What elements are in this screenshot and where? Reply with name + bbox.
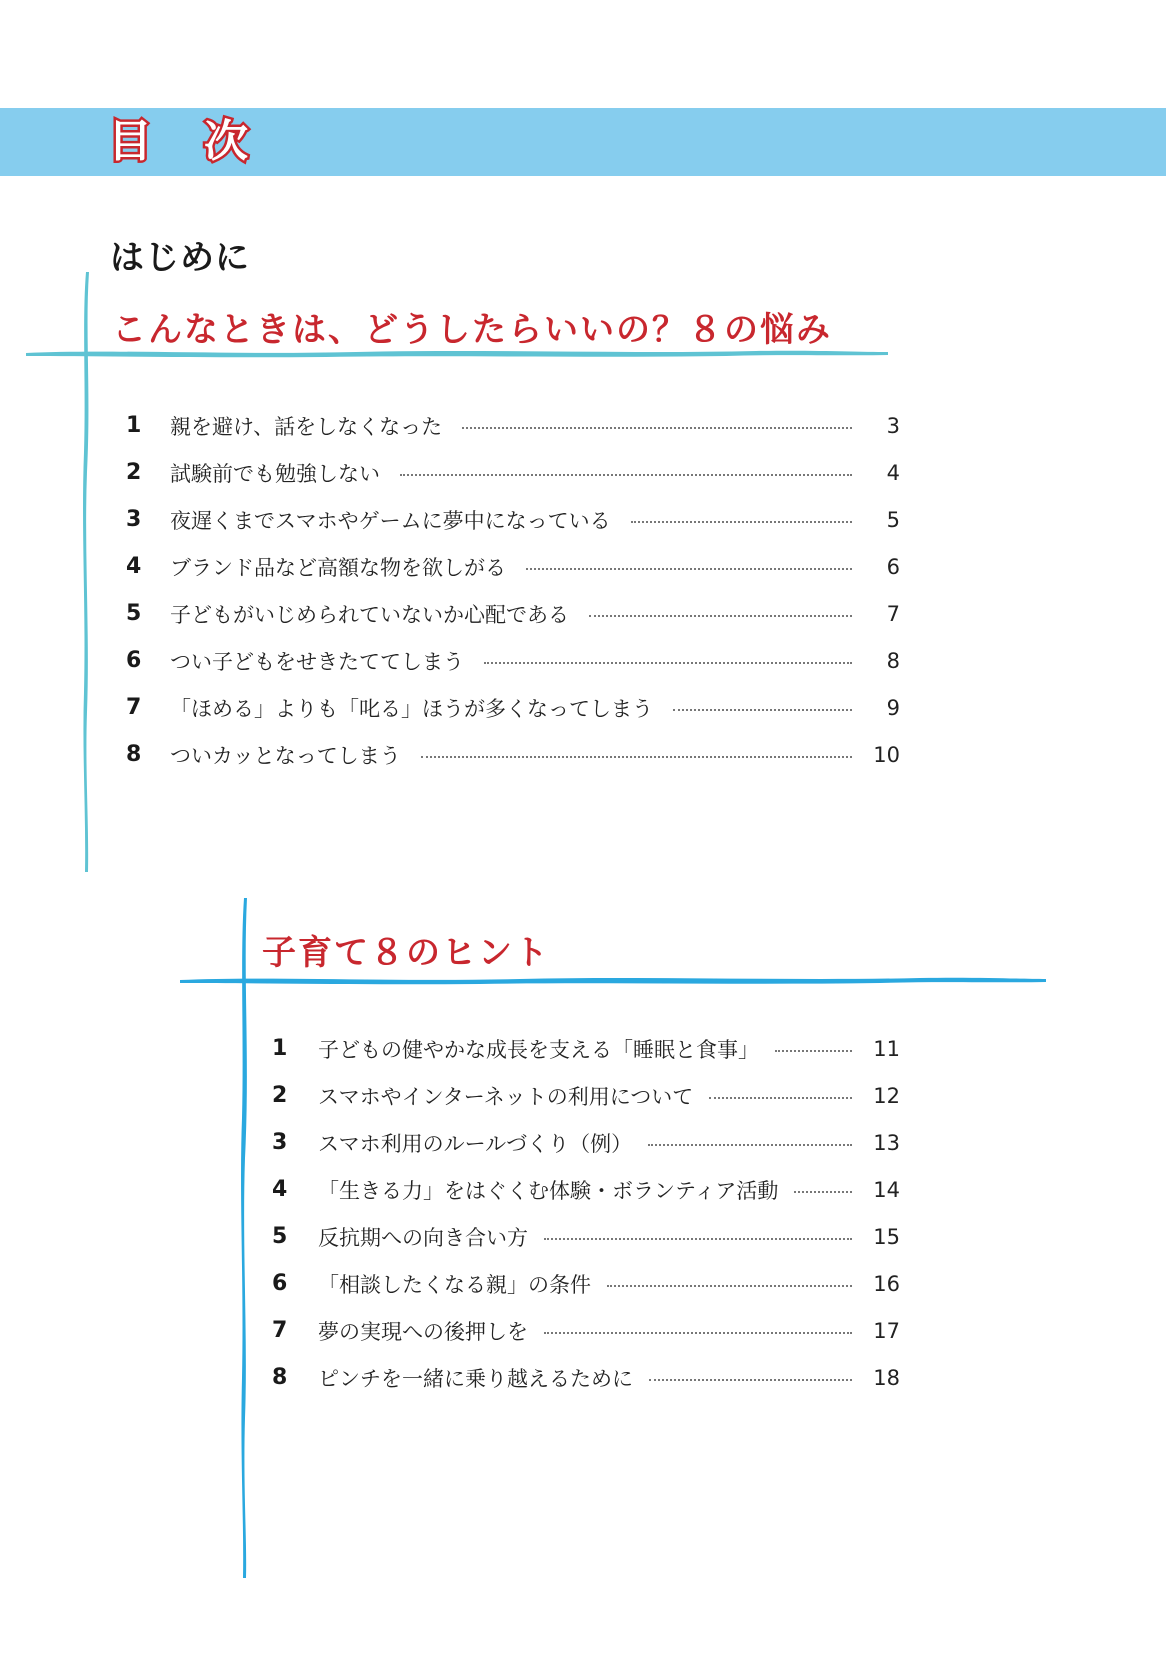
section2-horizontal-brush — [180, 973, 1046, 987]
page-title-char-2: 次 — [204, 116, 248, 167]
dotted-leader — [631, 521, 852, 523]
toc-number: 8 — [272, 1365, 288, 1390]
dotted-leader — [526, 568, 852, 570]
dotted-leader — [649, 1379, 852, 1381]
section1-toc — [126, 402, 900, 778]
toc-page-number: 13 — [873, 1130, 900, 1155]
intro-link[interactable]: はじめに — [110, 238, 250, 278]
dotted-leader — [709, 1097, 852, 1099]
toc-number: 5 — [272, 1224, 288, 1249]
toc-page-number: 11 — [873, 1036, 900, 1061]
toc-title: つい子どもをせきたててしまう — [170, 649, 464, 674]
toc-page-number: 7 — [886, 601, 900, 626]
toc-number: 1 — [272, 1036, 288, 1061]
toc-page-number: 3 — [886, 413, 900, 438]
toc-row[interactable] — [272, 1354, 900, 1401]
dotted-leader — [794, 1191, 852, 1193]
toc-title: 「相談したくなる親」の条件 — [318, 1272, 591, 1297]
toc-page-number: 17 — [873, 1318, 900, 1343]
section2-vertical-brush — [238, 898, 254, 1578]
toc-page-number: 18 — [873, 1365, 900, 1390]
toc-page-number: 6 — [886, 554, 900, 579]
dotted-leader — [544, 1332, 852, 1334]
toc-row[interactable] — [272, 1025, 900, 1072]
dotted-leader — [421, 756, 852, 758]
toc-title: 試験前でも勉強しない — [170, 461, 380, 486]
dotted-leader — [648, 1144, 852, 1146]
toc-title: 子どもの健やかな成長を支える「睡眠と食事」 — [318, 1037, 759, 1062]
toc-page-number: 16 — [873, 1271, 900, 1296]
toc-page-number: 14 — [873, 1177, 900, 1202]
toc-title: ピンチを一緒に乗り越えるために — [318, 1366, 633, 1391]
toc-number: 7 — [272, 1318, 288, 1343]
toc-title: 「ほめる」よりも「叱る」ほうが多くなってしまう — [170, 696, 653, 721]
toc-title: 「生きる力」をはぐくむ体験・ボランティア活動 — [318, 1178, 779, 1203]
toc-number: 2 — [126, 460, 142, 485]
toc-row[interactable] — [272, 1307, 900, 1354]
section1-heading: こんなときは、どうしたらいいの？８の悩み — [112, 310, 832, 350]
toc-page-number: 8 — [886, 648, 900, 673]
header-band — [0, 108, 1166, 176]
toc-row[interactable] — [272, 1072, 900, 1119]
toc-title: 夜遅くまでスマホやゲームに夢中になっている — [170, 508, 611, 533]
toc-number: 4 — [272, 1177, 288, 1202]
toc-page-number: 15 — [873, 1224, 900, 1249]
toc-row[interactable] — [272, 1166, 900, 1213]
toc-page-number: 4 — [886, 460, 900, 485]
toc-number: 8 — [126, 742, 142, 767]
toc-row[interactable] — [272, 1119, 900, 1166]
toc-row[interactable] — [126, 637, 900, 684]
toc-number: 2 — [272, 1083, 288, 1108]
toc-title: 子どもがいじめられていないか心配である — [170, 602, 569, 627]
toc-row[interactable] — [272, 1213, 900, 1260]
dotted-leader — [400, 474, 852, 476]
dotted-leader — [462, 427, 852, 429]
toc-row[interactable] — [126, 684, 900, 731]
toc-page-number: 10 — [873, 742, 900, 767]
toc-row[interactable] — [126, 496, 900, 543]
toc-number: 5 — [126, 601, 142, 626]
toc-number: 3 — [272, 1130, 288, 1155]
toc-title: 親を避け、話をしなくなった — [170, 414, 443, 439]
toc-title: 夢の実現への後押しを — [318, 1319, 528, 1344]
toc-title: スマホ利用のルールづくり（例） — [318, 1131, 633, 1156]
toc-title: スマホやインターネットの利用について — [318, 1084, 694, 1109]
toc-title: ついカッとなってしまう — [170, 743, 401, 768]
section2-toc — [272, 1025, 900, 1401]
toc-row[interactable] — [126, 590, 900, 637]
toc-row[interactable] — [126, 731, 900, 778]
dotted-leader — [544, 1238, 852, 1240]
page-title-char-1: 目 — [108, 116, 152, 167]
toc-number: 6 — [272, 1271, 288, 1296]
toc-page-number: 5 — [886, 507, 900, 532]
toc-number: 7 — [126, 695, 142, 720]
toc-page-number: 12 — [873, 1083, 900, 1108]
dotted-leader — [484, 662, 852, 664]
section1-vertical-brush — [80, 272, 96, 872]
toc-number: 4 — [126, 554, 142, 579]
toc-row[interactable] — [126, 402, 900, 449]
toc-title: 反抗期への向き合い方 — [318, 1225, 528, 1250]
toc-number: 3 — [126, 507, 142, 532]
dotted-leader — [607, 1285, 852, 1287]
toc-number: 6 — [126, 648, 142, 673]
toc-row[interactable] — [126, 449, 900, 496]
toc-page-number: 9 — [886, 695, 900, 720]
toc-title: ブランド品など高額な物を欲しがる — [170, 555, 506, 580]
section2-heading: 子育て８のヒント — [262, 933, 550, 973]
toc-row[interactable] — [272, 1260, 900, 1307]
dotted-leader — [589, 615, 852, 617]
dotted-leader — [775, 1050, 852, 1052]
toc-number: 1 — [126, 413, 142, 438]
toc-row[interactable] — [126, 543, 900, 590]
dotted-leader — [673, 709, 852, 711]
